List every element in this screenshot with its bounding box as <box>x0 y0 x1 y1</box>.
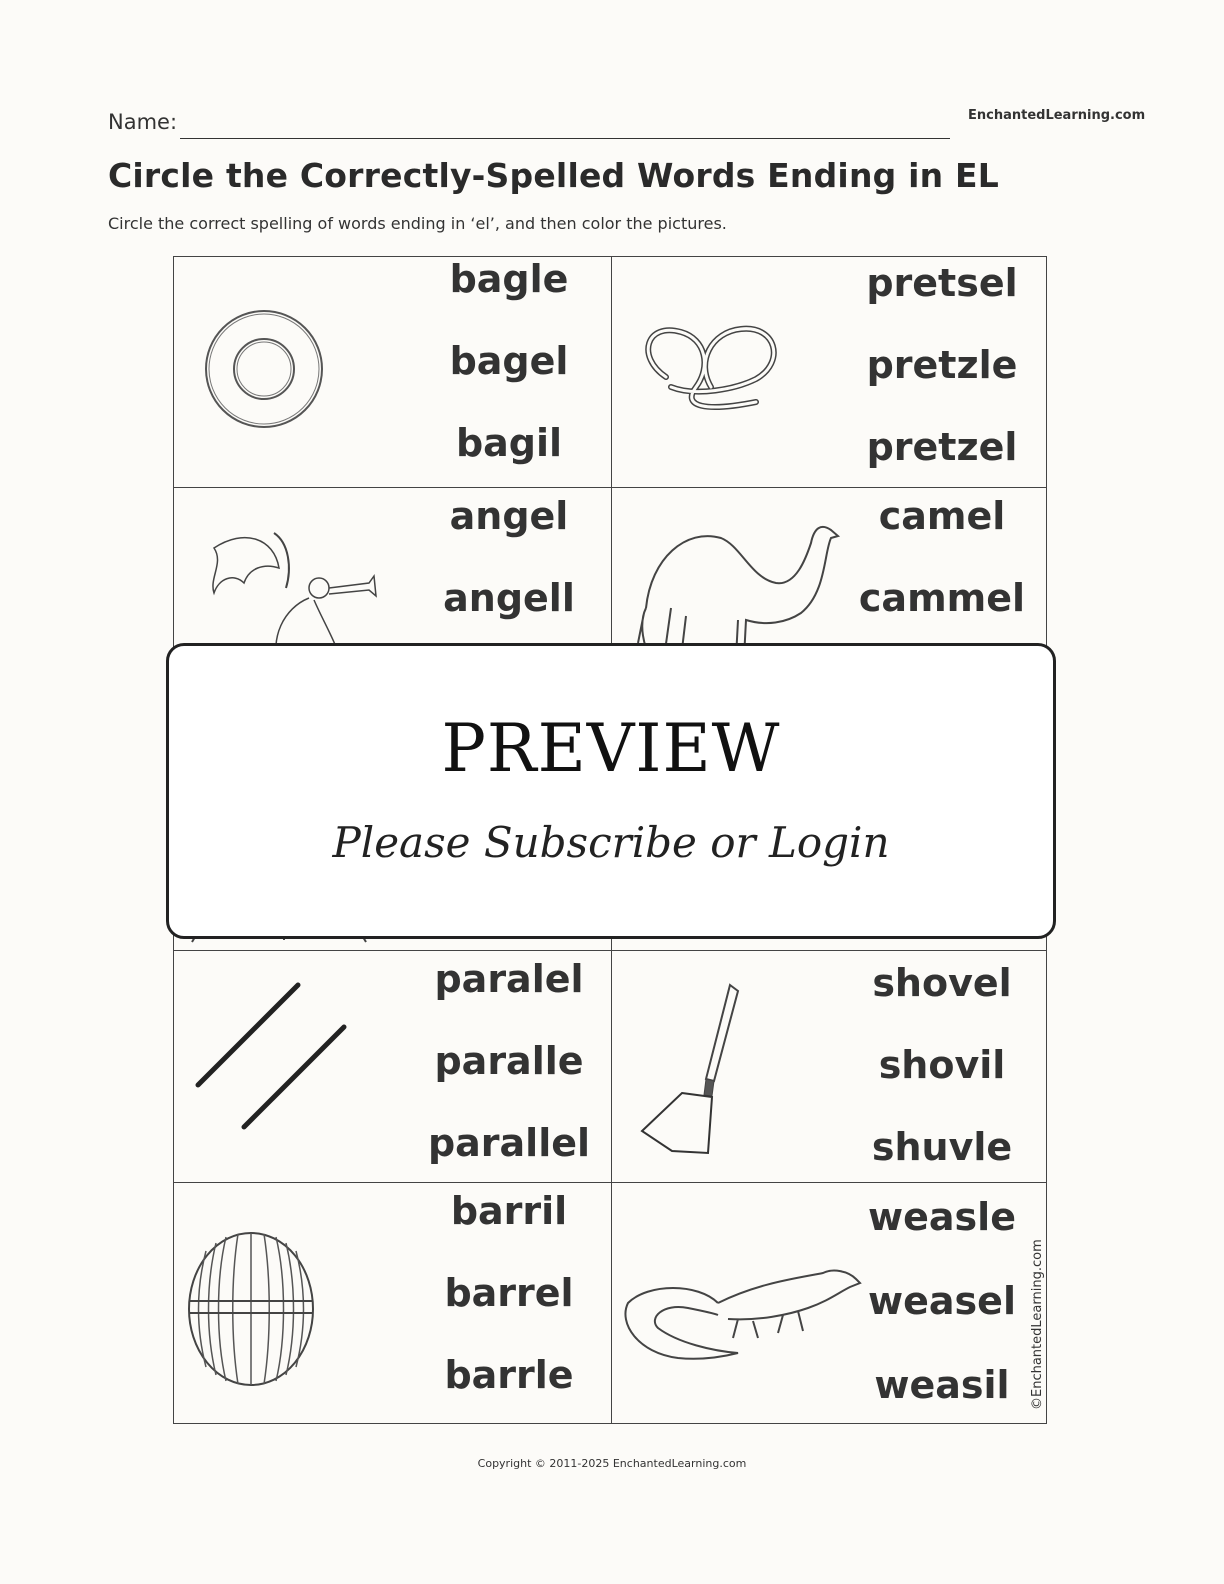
word-option[interactable]: barril <box>450 1189 568 1233</box>
word-option[interactable]: bagel <box>449 339 569 383</box>
instructions: Circle the correct spelling of words ending in ‘el’, and then color the pictures. <box>108 214 727 233</box>
site-label: EnchantedLearning.com <box>968 108 1146 123</box>
word-cell <box>612 951 1048 1184</box>
barrel-icon <box>186 1229 316 1389</box>
word-option[interactable]: paralle <box>434 1039 584 1083</box>
name-line <box>180 138 950 139</box>
pretzel-icon <box>636 317 786 417</box>
word-cell <box>174 951 610 1184</box>
word-option[interactable]: weasel <box>868 1279 1016 1323</box>
word-option[interactable]: pretsel <box>866 261 1018 305</box>
word-option[interactable]: camel <box>878 494 1006 538</box>
word-cell <box>612 1183 1048 1416</box>
word-option[interactable]: shuvle <box>871 1125 1013 1169</box>
word-option[interactable]: weasil <box>874 1363 1010 1407</box>
word-option[interactable]: bagle <box>449 257 569 301</box>
side-credit: ©EnchantedLearning.com <box>1030 1239 1045 1410</box>
name-label: Name: <box>108 110 178 134</box>
word-option[interactable]: angel <box>449 494 569 538</box>
bagel-icon <box>202 307 326 431</box>
footer-copyright: Copyright © 2011-2025 EnchantedLearning.com <box>477 1457 747 1470</box>
word-option[interactable]: cammel <box>858 576 1026 620</box>
subscribe-login-link[interactable]: Please Subscribe or Login <box>332 818 890 867</box>
word-option[interactable]: bagil <box>455 421 563 465</box>
preview-overlay[interactable] <box>166 643 1056 939</box>
word-cell <box>612 257 1048 490</box>
shovel-icon <box>632 981 752 1161</box>
weasel-icon <box>618 1243 868 1363</box>
word-option[interactable]: barrle <box>444 1353 574 1397</box>
word-option[interactable]: barrel <box>444 1271 574 1315</box>
preview-title: PREVIEW <box>441 710 781 787</box>
word-option[interactable]: pretzel <box>866 425 1018 469</box>
word-option[interactable]: angell <box>443 576 575 620</box>
word-option[interactable]: parallel <box>427 1121 591 1165</box>
parallel-lines-icon <box>190 981 350 1141</box>
page-title: Circle the Correctly-Spelled Words Ending in EL <box>108 156 1000 195</box>
word-option[interactable]: weasle <box>868 1195 1016 1239</box>
word-cell <box>174 257 610 490</box>
word-option[interactable]: shovil <box>878 1043 1006 1087</box>
word-option[interactable]: paralel <box>434 957 584 1001</box>
word-cell <box>174 1183 610 1416</box>
word-option[interactable]: pretzle <box>866 343 1018 387</box>
word-option[interactable]: shovel <box>872 961 1012 1005</box>
